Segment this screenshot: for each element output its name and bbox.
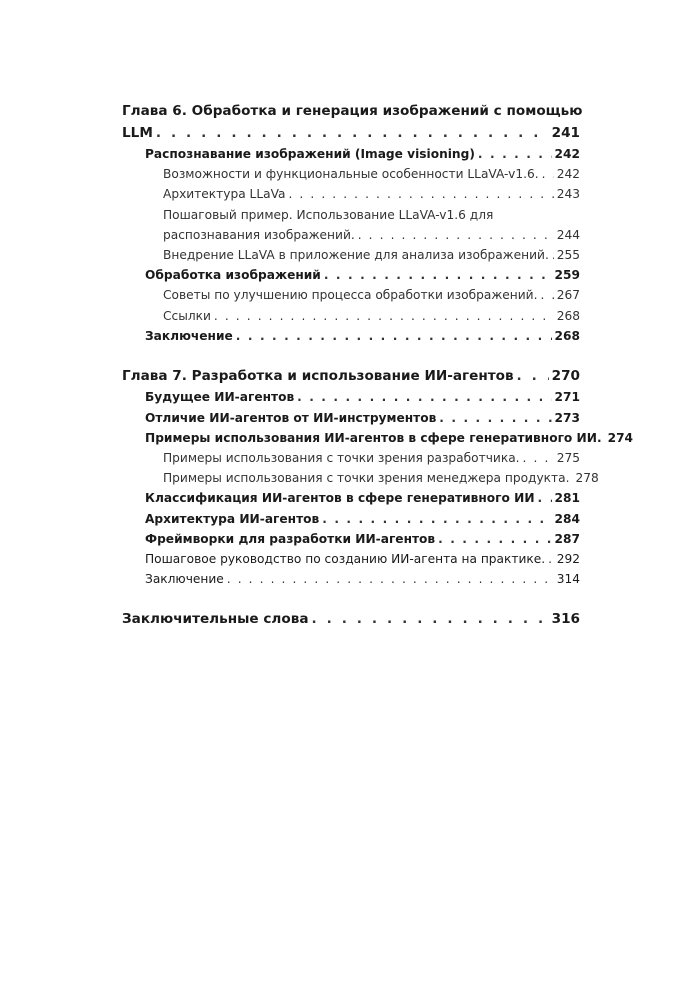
dot-leader: [358, 225, 554, 245]
toc-entry[interactable]: [122, 387, 580, 407]
toc-entry[interactable]: [122, 306, 580, 326]
page-number: 274: [607, 430, 634, 445]
toc-entry[interactable]: [122, 265, 580, 285]
page-number: 316: [551, 611, 580, 628]
entry-title: Пошаговый пример. Использование LLaVA-v1.6 для: [163, 207, 494, 222]
toc-chapter: [122, 366, 634, 589]
entry-title: Классификация ИИ-агентов в сфере генеративного ИИ: [145, 491, 535, 506]
dot-leader: [517, 366, 549, 388]
chapter-title: Глава 7. Разработка и использование ИИ-агентов: [122, 367, 514, 384]
dot-leader: [439, 408, 551, 428]
toc-entry[interactable]: [122, 549, 580, 569]
page-number: 268: [556, 308, 580, 323]
page-number: 278: [575, 471, 599, 486]
toc-entry[interactable]: [122, 509, 580, 529]
entry-title: Пошаговое руководство по созданию ИИ-агента на практике.: [145, 551, 546, 566]
table-of-contents: [122, 101, 634, 631]
dot-leader: [478, 144, 552, 164]
dot-leader: [552, 245, 554, 265]
toc-chapter: [122, 609, 580, 631]
page-number: 275: [556, 450, 580, 465]
entry-title: распознавания изображений.: [163, 227, 355, 242]
page-number: 292: [556, 551, 580, 566]
entry-title: Заключение: [145, 328, 233, 343]
page-number: 242: [556, 167, 580, 182]
toc-entry[interactable]: [122, 184, 580, 204]
dot-leader: [236, 326, 552, 346]
page-number: 242: [554, 147, 580, 161]
dot-leader: [227, 569, 554, 589]
toc-entry[interactable]: [122, 488, 580, 508]
page-number: 284: [554, 511, 580, 526]
page-number: 270: [551, 367, 580, 384]
entry-title: Возможности и функциональные особенности LLaVA-v1.6.: [163, 167, 539, 182]
page-number: 314: [556, 572, 580, 587]
toc-entry[interactable]: [122, 569, 580, 589]
page-number: 244: [556, 227, 580, 242]
entry-title: Советы по улучшению процесса обработки изображений.: [163, 288, 538, 303]
page-number: 268: [554, 328, 580, 343]
page-number: 243: [556, 187, 580, 202]
dot-leader: [538, 488, 552, 508]
entry-title: Архитектура LLaVa: [163, 187, 286, 202]
page-number: 267: [556, 288, 580, 303]
entry-title: Распознавание изображений (Image visioning): [145, 147, 475, 161]
dot-leader: [214, 306, 554, 326]
toc-entry[interactable]: [122, 164, 580, 184]
toc-entry[interactable]: [122, 123, 580, 145]
entry-title: Архитектура ИИ-агентов: [145, 511, 320, 526]
toc-chapter: [122, 101, 583, 346]
chapter-title: Глава 6. Обработка и генерация изображений с помощью: [122, 103, 583, 119]
page-number: 259: [554, 268, 580, 283]
toc-entry[interactable]: [122, 225, 580, 245]
entry-title: Примеры использования ИИ-агентов в сфере генеративного ИИ.: [145, 430, 602, 445]
dot-leader: [438, 529, 551, 549]
toc-entry[interactable]: [122, 144, 580, 164]
dot-leader: [297, 387, 551, 407]
page-number: 271: [554, 390, 580, 405]
dot-leader: [540, 285, 553, 305]
entry-title: Будущее ИИ-агентов: [145, 390, 295, 405]
page-number: 255: [556, 247, 580, 262]
page-number: 287: [554, 531, 580, 546]
entry-title: Фреймворки для разработки ИИ-агентов: [145, 531, 436, 546]
toc-entry[interactable]: [122, 326, 580, 346]
page-number: 241: [551, 124, 580, 141]
toc-entry[interactable]: [122, 408, 580, 428]
dot-leader: [542, 164, 554, 184]
entry-title: Заключение: [145, 572, 224, 587]
entry-title: Отличие ИИ-агентов от ИИ-инструментов: [145, 410, 437, 425]
entry-title: Примеры использования с точки зрения разработчика.: [163, 450, 520, 465]
dot-leader: [312, 609, 549, 631]
dot-leader: [523, 448, 554, 468]
entry-title: Примеры использования с точки зрения менеджера продукта.: [163, 471, 570, 486]
dot-leader: [156, 123, 549, 145]
dot-leader: [322, 509, 551, 529]
toc-entry[interactable]: [122, 285, 580, 305]
chapter-title-continued: LLM: [122, 124, 153, 141]
toc-entry[interactable]: [122, 245, 580, 265]
entry-title: Обработка изображений: [145, 268, 321, 283]
page-number: 273: [554, 410, 580, 425]
entry-title: Ссылки: [163, 308, 211, 323]
toc-entry[interactable]: [122, 468, 599, 488]
dot-leader: [548, 549, 554, 569]
entry-title: Внедрение LLaVA в приложение для анализа изображений.: [163, 247, 549, 262]
toc-entry[interactable]: [122, 448, 580, 468]
toc-entry[interactable]: [122, 529, 580, 549]
dot-leader: [288, 184, 553, 204]
toc-entry[interactable]: [122, 366, 580, 388]
toc-entry[interactable]: [122, 609, 580, 631]
page-number: 281: [554, 491, 580, 506]
toc-entry-first-line[interactable]: [122, 205, 580, 225]
dot-leader: [324, 265, 552, 285]
toc-entry[interactable]: [122, 428, 634, 448]
chapter-title: Заключительные слова: [122, 611, 309, 628]
